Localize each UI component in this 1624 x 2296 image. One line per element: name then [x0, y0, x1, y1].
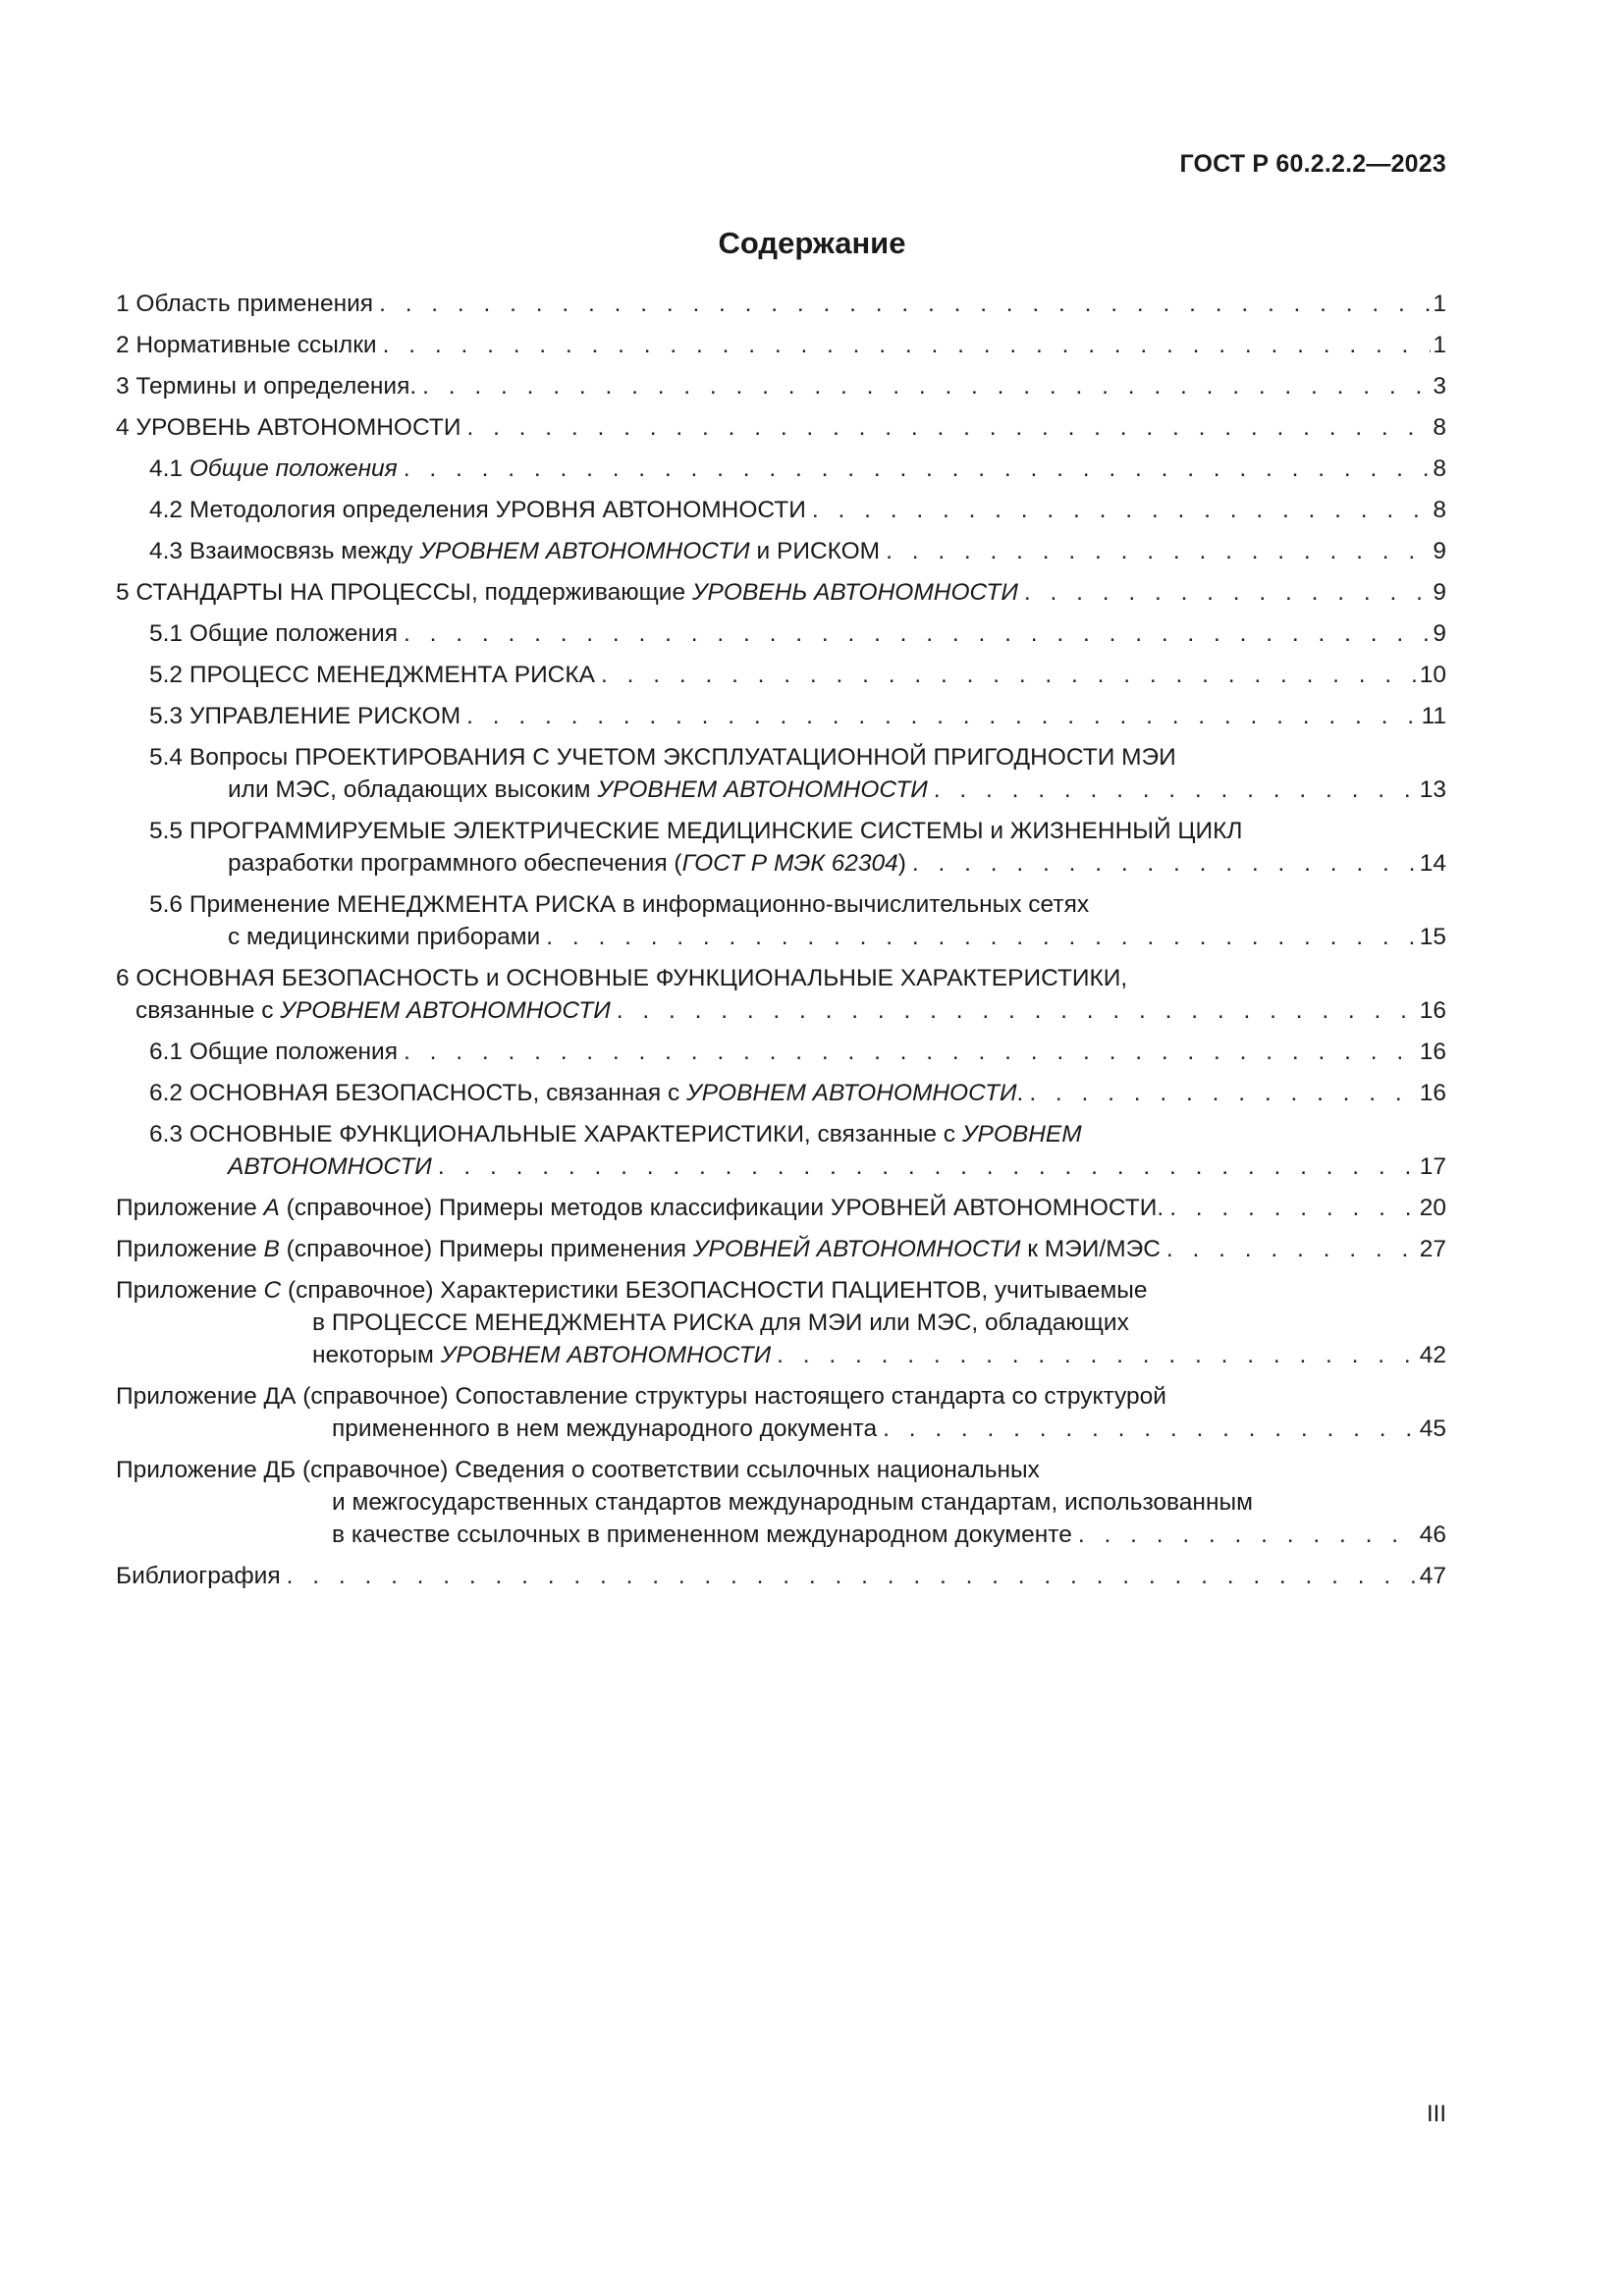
toc-page-number: 8	[1433, 497, 1446, 523]
toc-entry-italic: УРОВЕНЬ АВТОНОМНОСТИ	[691, 579, 1018, 606]
toc-entry-text	[149, 453, 398, 485]
toc-entry-italic: УРОВНЕМ АВТОНОМНОСТИ	[280, 997, 611, 1024]
toc-entry-text-part: разработки программного обеспечения (	[228, 850, 682, 877]
toc-entry-text-part: Приложение	[116, 1195, 264, 1221]
leader-dots	[812, 494, 1431, 526]
toc-entry-1[interactable]	[116, 288, 1446, 320]
toc-page-number: 17	[1419, 1153, 1446, 1180]
toc-entry-6-2[interactable]	[116, 1077, 1446, 1109]
toc-entry-text-part: (справочное) Примеры применения	[279, 1236, 693, 1262]
leader-dots	[466, 411, 1431, 444]
toc-entry-text: 3 Термины и определения.	[116, 373, 417, 400]
leader-dots	[1166, 1233, 1418, 1265]
toc-entry-italic: УРОВНЕМ АВТОНОМНОСТИ	[597, 776, 928, 803]
toc-page-number: 1	[1433, 332, 1446, 358]
toc-entry-italic: А	[263, 1195, 280, 1221]
toc-entry-text-part: .	[1016, 1080, 1024, 1106]
toc-page-number: 8	[1433, 414, 1446, 441]
toc-entry-text	[116, 1274, 1446, 1307]
toc-entry-text-part: 6.3 ОСНОВНЫЕ ФУНКЦИОНАЛЬНЫЕ ХАРАКТЕРИСТИКИ, связанные с	[149, 1121, 962, 1148]
leader-dots	[1029, 1077, 1417, 1109]
leader-dots	[1078, 1519, 1418, 1551]
toc-entry-text: 5.5 ПРОГРАММИРУЕМЫЕ ЭЛЕКТРИЧЕСКИЕ МЕДИЦИНСКИЕ СИСТЕМЫ и ЖИЗНЕННЫЙ ЦИКЛ	[149, 818, 1243, 844]
toc-entry-italic: ГОСТ Р МЭК 62304	[681, 850, 898, 877]
toc-page-number: 47	[1419, 1563, 1446, 1589]
toc-page-number: 10	[1419, 662, 1446, 688]
toc-entry-text	[149, 1118, 1446, 1150]
toc-entry-6-1[interactable]	[116, 1036, 1446, 1068]
toc-page-number: 42	[1419, 1342, 1446, 1368]
toc-entry-text: и межгосударственных стандартов международным стандартам, использованным	[332, 1489, 1253, 1516]
toc-page-number: 16	[1419, 1039, 1446, 1065]
leader-dots	[438, 1150, 1418, 1183]
toc-entry-text-part: некоторым	[312, 1342, 441, 1368]
toc-entry-italic: УРОВНЕМ АВТОНОМНОСТИ	[686, 1080, 1017, 1106]
leader-dots	[601, 659, 1418, 691]
toc-entry-2[interactable]	[116, 329, 1446, 361]
toc-entry-text: 5.4 Вопросы ПРОЕКТИРОВАНИЯ С УЧЕТОМ ЭКСПЛУАТАЦИОННОЙ ПРИГОДНОСТИ МЭИ	[149, 744, 1176, 771]
leader-dots	[1024, 576, 1431, 609]
toc-entry-4[interactable]	[116, 411, 1446, 444]
leader-dots	[883, 1413, 1418, 1445]
toc-entry-5-6[interactable]	[116, 888, 1446, 953]
toc-entry-text: Приложение ДБ (справочное) Сведения о соответствии ссылочных национальных	[116, 1457, 1040, 1483]
toc-entry-appendix-db[interactable]	[116, 1454, 1446, 1551]
toc-entry-italic: УРОВНЕМ АВТОНОМНОСТИ	[419, 538, 750, 564]
toc-entry-text-part: Приложение	[116, 1236, 264, 1262]
toc-entry-italic: С	[263, 1277, 282, 1304]
leader-dots	[912, 847, 1418, 880]
leader-dots	[287, 1560, 1418, 1592]
toc-entry-text-part: )	[897, 850, 906, 877]
toc-entry-text: в качестве ссылочных в примененном международном документе	[332, 1522, 1072, 1548]
leader-dots	[1169, 1192, 1418, 1224]
toc-entry-5-1[interactable]	[116, 617, 1446, 650]
document-code: ГОСТ Р 60.2.2.2—2023	[1179, 150, 1446, 178]
toc-page-number: 3	[1433, 373, 1446, 400]
toc-entry-text: Библиография	[116, 1563, 281, 1589]
toc-entry-text	[135, 994, 611, 1027]
toc-entry-italic: УРОВНЕМ АВТОНОМНОСТИ	[440, 1342, 772, 1368]
toc-page-number: 14	[1419, 850, 1446, 877]
toc-page-number: 45	[1419, 1415, 1446, 1442]
toc-entry-3[interactable]	[116, 370, 1446, 402]
toc-entry-text	[228, 1150, 432, 1183]
toc-entry-text-part: 6.2 ОСНОВНАЯ БЕЗОПАСНОСТЬ, связанная с	[149, 1080, 687, 1106]
leader-dots	[886, 535, 1431, 567]
toc-page-number: 16	[1419, 997, 1446, 1024]
toc-entry-text	[228, 774, 928, 806]
toc-entry-text: 6 ОСНОВНАЯ БЕЗОПАСНОСТЬ и ОСНОВНЫЕ ФУНКЦИОНАЛЬНЫЕ ХАРАКТЕРИСТИКИ,	[116, 965, 1128, 991]
toc-entry-text-part: или МЭС, обладающих высоким	[228, 776, 598, 803]
toc-entry-text: в ПРОЦЕССЕ МЕНЕДЖМЕНТА РИСКА для МЭИ или МЭС, обладающих	[312, 1309, 1129, 1336]
toc-page-number: 8	[1433, 455, 1446, 482]
toc-entry-text: 6.1 Общие положения	[149, 1039, 399, 1065]
toc-entry-text	[312, 1339, 771, 1371]
toc-entry-italic: Общие положения	[189, 455, 398, 482]
leader-dots	[404, 617, 1431, 650]
toc-entry-text-part: 5 СТАНДАРТЫ НА ПРОЦЕССЫ, поддерживающие	[116, 579, 692, 606]
leader-dots	[934, 774, 1418, 806]
toc-page-number: 9	[1433, 579, 1446, 606]
toc-entry-text-part: Приложение	[116, 1277, 264, 1304]
toc-entry-italic: УРОВНЕМ	[961, 1121, 1082, 1148]
toc-entry-text-part: 4.1	[149, 455, 189, 482]
toc-entry-text-part: к МЭИ/МЭС	[1020, 1236, 1161, 1262]
toc-page-number: 9	[1433, 620, 1446, 647]
leader-dots	[379, 288, 1431, 320]
toc-page-number: 11	[1421, 703, 1446, 729]
toc-entry-text	[228, 847, 906, 880]
leader-dots	[777, 1339, 1418, 1371]
toc-page-number: 27	[1419, 1236, 1446, 1262]
table-of-contents	[116, 288, 1446, 1601]
toc-entry-text	[149, 535, 880, 567]
toc-entry-4-3[interactable]	[116, 535, 1446, 567]
page-number: III	[1426, 2101, 1446, 2127]
leader-dots	[466, 700, 1419, 732]
toc-entry-5[interactable]	[116, 576, 1446, 609]
toc-entry-text: 5.6 Применение МЕНЕДЖМЕНТА РИСКА в информационно-вычислительных сетях	[149, 891, 1090, 918]
toc-entry-appendix-a[interactable]	[116, 1192, 1446, 1224]
toc-entry-text-part: и РИСКОМ	[749, 538, 881, 564]
leader-dots	[404, 453, 1432, 485]
toc-entry-text: 2 Нормативные ссылки	[116, 332, 377, 358]
toc-entry-text	[116, 1192, 1164, 1224]
toc-entry-5-2[interactable]	[116, 659, 1446, 691]
toc-entry-italic: УРОВНЕЙ АВТОНОМНОСТИ	[692, 1236, 1021, 1262]
toc-entry-text-part: связанные с	[135, 997, 281, 1024]
toc-entry-text: с медицинскими приборами	[228, 924, 541, 950]
toc-page-number: 20	[1419, 1195, 1446, 1221]
toc-page-number: 15	[1419, 924, 1446, 950]
toc-entry-bibliography[interactable]	[116, 1560, 1446, 1592]
toc-entry-appendix-c[interactable]	[116, 1274, 1446, 1371]
leader-dots	[422, 370, 1431, 402]
toc-entry-6-3[interactable]	[116, 1118, 1446, 1183]
toc-entry-5-3[interactable]	[116, 700, 1446, 732]
toc-entry-5-4[interactable]	[116, 741, 1446, 806]
toc-entry-text-part: 4.3 Взаимосвязь между	[149, 538, 420, 564]
toc-entry-text: 1 Область применения	[116, 291, 374, 317]
toc-entry-appendix-b[interactable]	[116, 1233, 1446, 1265]
toc-entry-italic: В	[263, 1236, 280, 1262]
toc-entry-text: 5.2 ПРОЦЕСС МЕНЕДЖМЕНТА РИСКА	[149, 662, 595, 688]
toc-entry-6[interactable]	[116, 962, 1446, 1027]
toc-entry-text: 5.3 УПРАВЛЕНИЕ РИСКОМ	[149, 703, 461, 729]
toc-entry-text-part: (справочное) Характеристики БЕЗОПАСНОСТИ ПАЦИЕНТОВ, учитываемые	[281, 1277, 1148, 1304]
toc-entry-text-part: (справочное) Примеры методов классификации УРОВНЕЙ АВТОНОМНОСТИ.	[279, 1195, 1164, 1221]
toc-page-number: 16	[1419, 1080, 1446, 1106]
leader-dots	[404, 1036, 1418, 1068]
toc-entry-italic: АВТОНОМНОСТИ	[228, 1153, 432, 1180]
toc-entry-text	[116, 1233, 1161, 1265]
toc-entry-text: 5.1 Общие положения	[149, 620, 399, 647]
toc-title: Содержание	[718, 226, 906, 260]
toc-entry-4-2[interactable]	[116, 494, 1446, 526]
toc-page-number: 1	[1433, 291, 1446, 317]
toc-entry-text: примененного в нем международного документа	[332, 1415, 878, 1442]
toc-entry-4-1[interactable]	[116, 453, 1446, 485]
toc-page-number: 9	[1433, 538, 1446, 564]
leader-dots	[546, 921, 1418, 953]
toc-entry-text	[149, 1077, 1023, 1109]
toc-entry-text: Приложение ДА (справочное) Сопоставление структуры настоящего стандарта со структурой	[116, 1383, 1166, 1410]
leader-dots	[383, 329, 1432, 361]
toc-entry-text	[116, 576, 1018, 609]
toc-entry-text: 4 УРОВЕНЬ АВТОНОМНОСТИ	[116, 414, 461, 441]
toc-entry-appendix-da[interactable]	[116, 1380, 1446, 1445]
toc-page-number: 13	[1419, 776, 1446, 803]
toc-entry-text: 4.2 Методология определения УРОВНЯ АВТОНОМНОСТИ	[149, 497, 806, 523]
toc-entry-5-5[interactable]	[116, 815, 1446, 880]
leader-dots	[617, 994, 1418, 1027]
toc-page-number: 46	[1419, 1522, 1446, 1548]
